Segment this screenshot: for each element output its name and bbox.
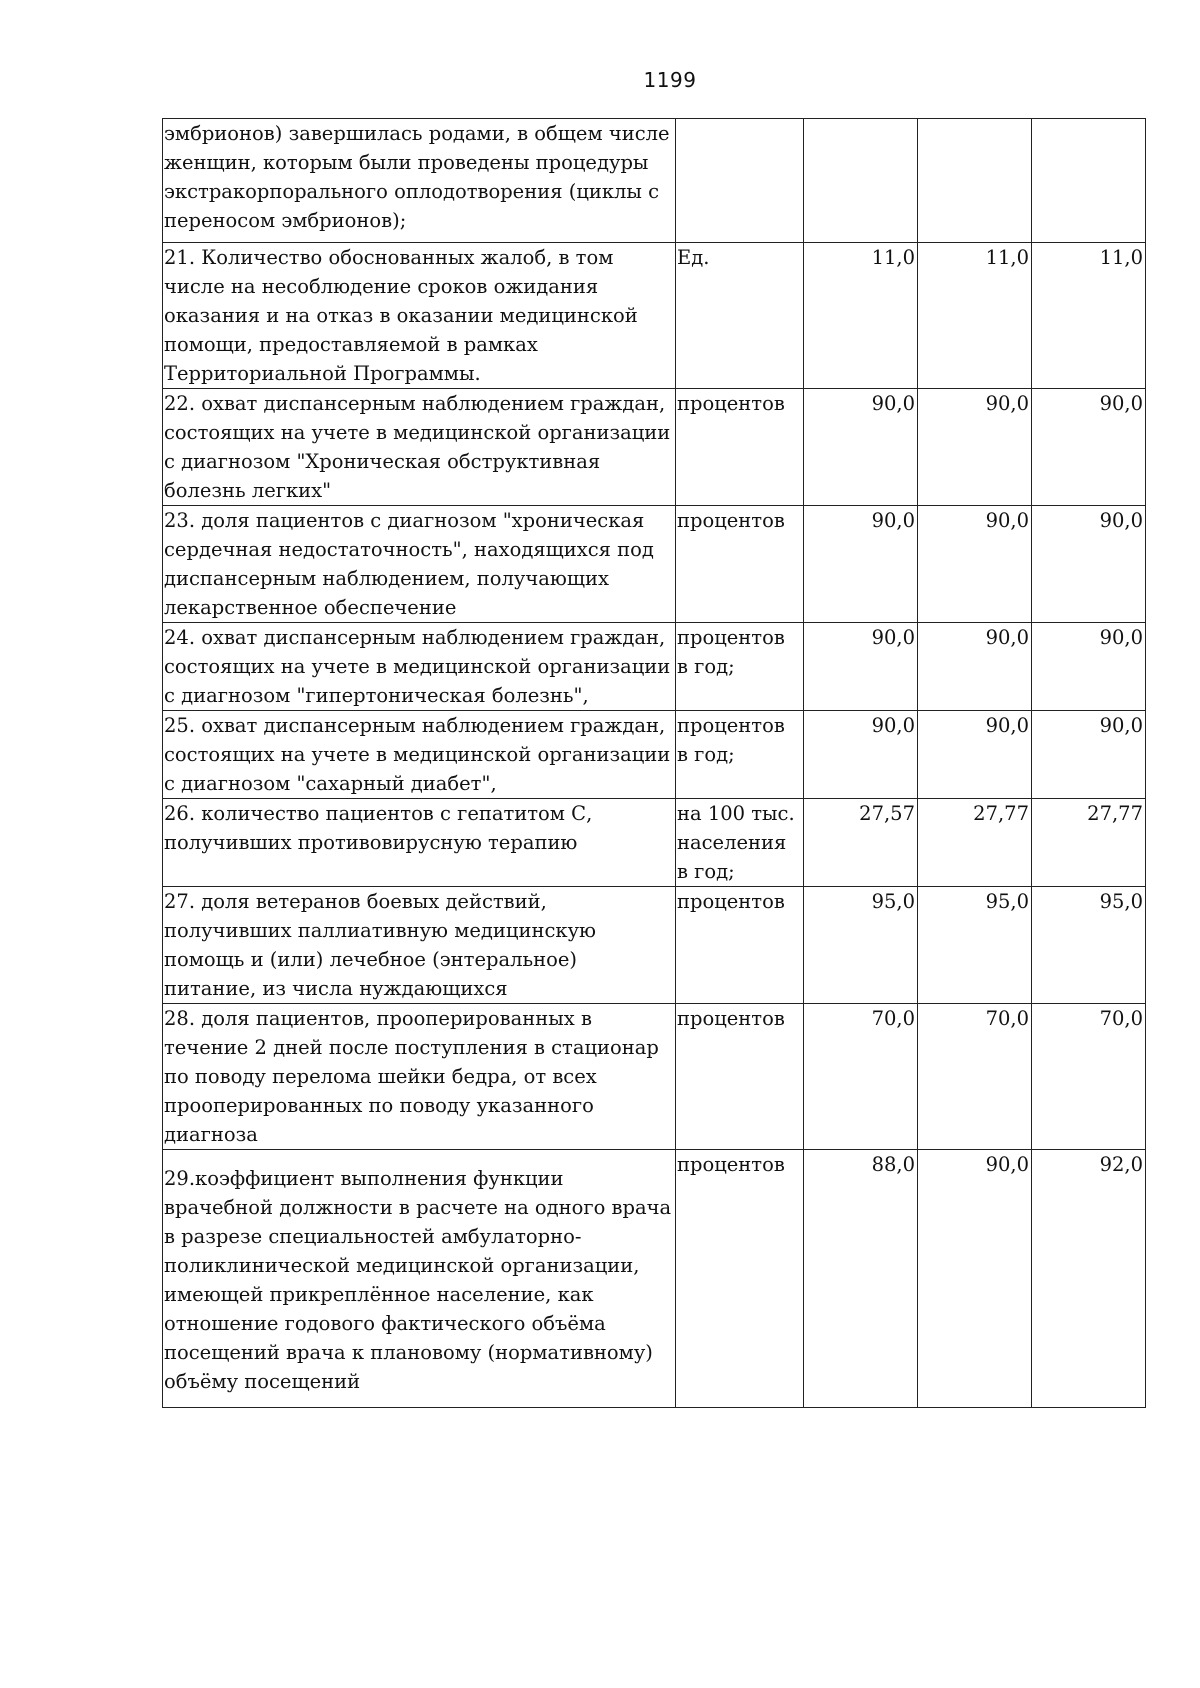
indicator-unit: процентов [676,506,804,623]
indicator-unit: процентов [676,389,804,506]
indicator-name: 21. Количество обоснованных жалоб, в том числе на несоблюдение сроков ожидания оказания и на отказ в оказании медицинской помощи, предоставляемой в рамках Территориальной Программы. [163,243,676,389]
table-row [163,799,1146,887]
value-year-1: 90,0 [804,389,918,506]
value-year-3: 27,77 [1032,799,1146,887]
value-year-1: 90,0 [804,506,918,623]
indicator-name: 23. доля пациентов с диагнозом "хроническая сердечная недостаточность", находящихся под диспансерным наблюдением, получающих лекарственное обеспечение [163,506,676,623]
table-row [163,389,1146,506]
indicator-unit: процентов [676,1004,804,1150]
value-year-3: 95,0 [1032,887,1146,1004]
value-year-2: 27,77 [918,799,1032,887]
indicator-name: 24. охват диспансерным наблюдением граждан, состоящих на учете в медицинской организации с диагнозом "гипертоническая болезнь", [163,623,676,711]
value-year-2: 90,0 [918,1150,1032,1408]
table-row [163,623,1146,711]
value-year-2: 95,0 [918,887,1032,1004]
table-row [163,119,1146,243]
indicator-name: 25. охват диспансерным наблюдением граждан, состоящих на учете в медицинской организации с диагнозом "сахарный диабет", [163,711,676,799]
value-year-1: 88,0 [804,1150,918,1408]
indicator-name [163,1150,676,1408]
indicator-unit: Ед. [676,243,804,389]
table-row [163,887,1146,1004]
value-year-2: 90,0 [918,623,1032,711]
table-row [163,711,1146,799]
value-year-3: 90,0 [1032,506,1146,623]
value-year-1: 70,0 [804,1004,918,1150]
indicator-name: эмбрионов) завершилась родами, в общем числе женщин, которым были проведены процедуры экстракорпорального оплодотворения (циклы с переносом эмбрионов); [163,119,676,243]
value-year-2: 90,0 [918,506,1032,623]
value-year-2: 90,0 [918,711,1032,799]
value-year-3: 11,0 [1032,243,1146,389]
indicator-name: 26. количество пациентов с гепатитом С, получивших противовирусную терапию [163,799,676,887]
value-year-1: 95,0 [804,887,918,1004]
value-year-3: 70,0 [1032,1004,1146,1150]
page-number: 1199 [643,68,697,92]
value-year-3: 90,0 [1032,711,1146,799]
value-year-3 [1032,119,1146,243]
value-year-3: 90,0 [1032,623,1146,711]
value-year-1: 90,0 [804,623,918,711]
indicator-unit: процентов [676,1150,804,1408]
value-year-2: 70,0 [918,1004,1032,1150]
indicators-table [162,118,1146,1408]
indicator-name: 27. доля ветеранов боевых действий, получивших паллиативную медицинскую помощь и (или) лечебное (энтеральное) питание, из числа нуждающихся [163,887,676,1004]
indicator-unit: на 100 тыс. населения в год; [676,799,804,887]
indicator-unit: процентов [676,887,804,1004]
value-year-3: 90,0 [1032,389,1146,506]
indicator-unit: процентов в год; [676,711,804,799]
value-year-3: 92,0 [1032,1150,1146,1408]
value-year-1 [804,119,918,243]
indicator-name: 28. доля пациентов, прооперированных в течение 2 дней после поступления в стационар по поводу перелома шейки бедра, от всех прооперированных по поводу указанного диагноза [163,1004,676,1150]
value-year-1: 11,0 [804,243,918,389]
value-year-1: 90,0 [804,711,918,799]
table-row [163,1004,1146,1150]
value-year-2: 11,0 [918,243,1032,389]
table-row [163,506,1146,623]
table-row [163,1150,1146,1408]
indicator-unit [676,119,804,243]
value-year-1: 27,57 [804,799,918,887]
indicator-name: 22. охват диспансерным наблюдением граждан, состоящих на учете в медицинской организации с диагнозом "Хроническая обструктивная болезнь легких" [163,389,676,506]
table-row [163,243,1146,389]
value-year-2 [918,119,1032,243]
indicator-name-text: 29.коэффициент выполнения функции врачебной должности в расчете на одного врача в разрезе специальностей амбулаторно-поликлинической медицинской организации, имеющей прикреплённое население, как отношение годового фактического объёма посещений врача к плановому (нормативному) объёму посещений [164,1167,672,1393]
value-year-2: 90,0 [918,389,1032,506]
indicator-unit: процентов в год; [676,623,804,711]
